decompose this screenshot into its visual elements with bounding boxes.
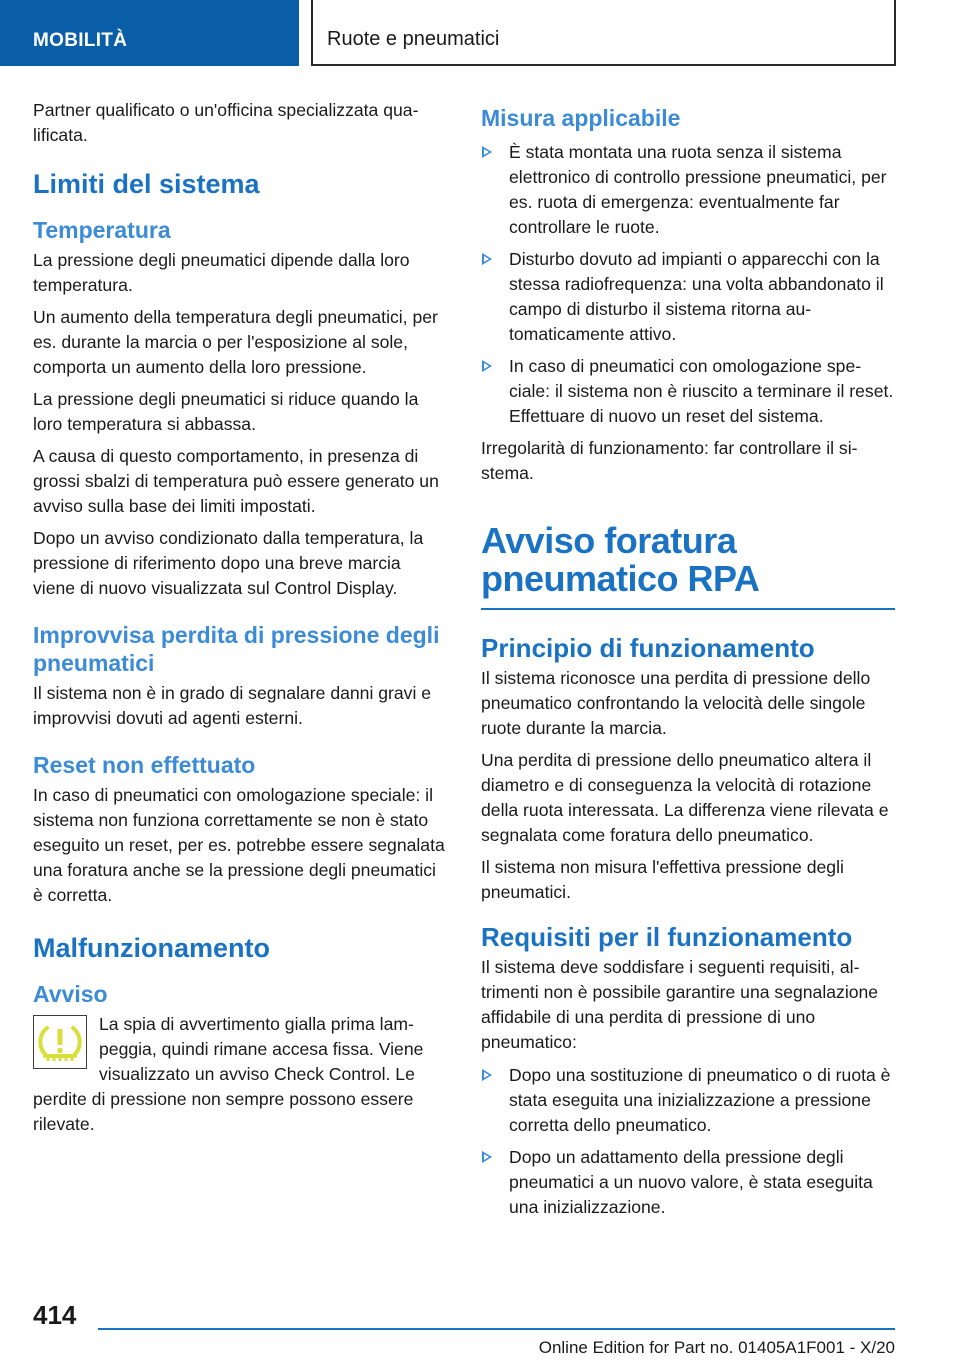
paragraph: La pressione degli pneumatici dipende dalla loro temperatura. bbox=[33, 250, 410, 295]
intro-paragraph: Partner qualificato o un'officina specializzata qualificata. bbox=[33, 100, 419, 145]
section-label: MOBILITÀ bbox=[0, 0, 299, 66]
list-item: Dopo una sostituzione di pneumatico o di ruota è stata eseguita una inizializzazione a pressione corretta dello pneumatico. bbox=[481, 1063, 895, 1138]
paragraph: Il sistema riconosce una perdita di pressione dello pneumatico confrontando la velocità delle singole ruote durante la marcia. bbox=[481, 668, 871, 738]
requisiti-list bbox=[481, 1063, 895, 1220]
left-column bbox=[33, 98, 447, 1137]
page-header bbox=[0, 0, 960, 66]
heading-requisiti: Requisiti per il funzionamento bbox=[481, 922, 853, 952]
heading-rule bbox=[481, 608, 895, 610]
triangle-bullet-icon bbox=[482, 1151, 492, 1163]
paragraph: Un aumento della temperatura degli pneumatici, per es. durante la marcia o per l'esposizione al sole, comporta un aumento della loro pressione. bbox=[33, 307, 438, 377]
heading-limiti-sistema: Limiti del sistema bbox=[33, 169, 260, 199]
footer-edition: Online Edition for Part no. 01405A1F001 - X/20 bbox=[538, 1338, 895, 1357]
paragraph: La pressione degli pneumatici si riduce quando la loro temperatura si abbassa. bbox=[33, 389, 419, 434]
triangle-bullet-icon bbox=[482, 253, 492, 265]
paragraph: Dopo un avviso condizionato dalla temperatura, la pressione di riferimento dopo una breve marcia viene di nuovo visualizzata sul Control Display. bbox=[33, 528, 424, 598]
tire-pressure-warning-icon bbox=[33, 1015, 87, 1069]
list-item: È stata montata una ruota senza il sistema elettronico di controllo pressione pneumatici, per es. ruota di emergenza: eventualmente far controllare le ruote. bbox=[481, 140, 895, 240]
paragraph: Il sistema non è in grado di segnalare danni gravi e improvvisi dovuti ad agenti esterni. bbox=[33, 683, 432, 728]
paragraph: Il sistema deve soddisfare i seguenti requisiti, altrimenti non è possibile garantire una segnalazione affidabile di una perdita di pressione di uno pneumatico: bbox=[481, 957, 879, 1052]
triangle-bullet-icon bbox=[482, 1069, 492, 1081]
warning-block bbox=[33, 1012, 447, 1137]
paragraph: Una perdita di pressione dello pneumatico altera il diametro e di conseguenza la velocità di rotazione della ruota interessata. La differenza viene rilevata e segnalata come foratura dello pneumatico. bbox=[481, 750, 889, 845]
heading-misura-applicabile: Misura applicabile bbox=[481, 105, 681, 131]
heading-temperatura: Temperatura bbox=[33, 217, 171, 243]
heading-principio: Principio di funzionamento bbox=[481, 633, 815, 663]
right-column bbox=[481, 98, 895, 1227]
paragraph: Il sistema non misura l'effettiva pressione degli pneumatici. bbox=[481, 857, 844, 902]
footer-rule bbox=[98, 1328, 895, 1330]
heading-improvvisa-perdita: Improvvisa perdita di pressione degli pneumatici bbox=[33, 622, 440, 676]
paragraph: A causa di questo comportamento, in presenza di grossi sbalzi di temperatura può essere generato un avviso sulla base dei limiti impostati. bbox=[33, 446, 439, 516]
page-number: 414 bbox=[33, 1300, 77, 1330]
list-item: In caso di pneumatici con omologazione speciale: il sistema non è riuscito a terminare il reset. Effettuare di nuovo un reset del sistema. bbox=[481, 354, 895, 429]
heading-avviso: Avviso bbox=[33, 981, 108, 1007]
list-item: Dopo un adattamento della pressione degli pneumatici a un nuovo valore, è stata eseguita una inizializzazione. bbox=[481, 1145, 895, 1220]
heading-avviso-foratura-rpa: Avviso foratura pneumatico RPA bbox=[481, 520, 760, 599]
triangle-bullet-icon bbox=[482, 146, 492, 158]
misura-list bbox=[481, 140, 895, 429]
triangle-bullet-icon bbox=[482, 360, 492, 372]
warning-text: La spia di avvertimento gialla prima lampeggia, quindi rimane accesa fissa. Viene visualizzato un avviso Check Control. Le perdite di pressione non sempre possono essere rilevate. bbox=[33, 1014, 424, 1134]
heading-malfunzionamento: Malfunzionamento bbox=[33, 933, 270, 963]
chapter-title: Ruote e pneumatici bbox=[311, 0, 896, 66]
paragraph: Irregolarità di funzionamento: far controllare il sistema. bbox=[481, 438, 858, 483]
heading-reset: Reset non effettuato bbox=[33, 752, 256, 778]
list-item: Disturbo dovuto ad impianti o apparecchi con la stessa radiofrequenza: una volta abbandonato il campo di disturbo il sistema ritorna automaticamente attivo. bbox=[481, 247, 895, 347]
paragraph: In caso di pneumatici con omologazione speciale: il sistema non funziona correttamente se non è stato eseguito un reset, per es. potrebbe essere segnalata una foratura anche se la pressione degli pneumatici è corretta. bbox=[33, 785, 445, 905]
